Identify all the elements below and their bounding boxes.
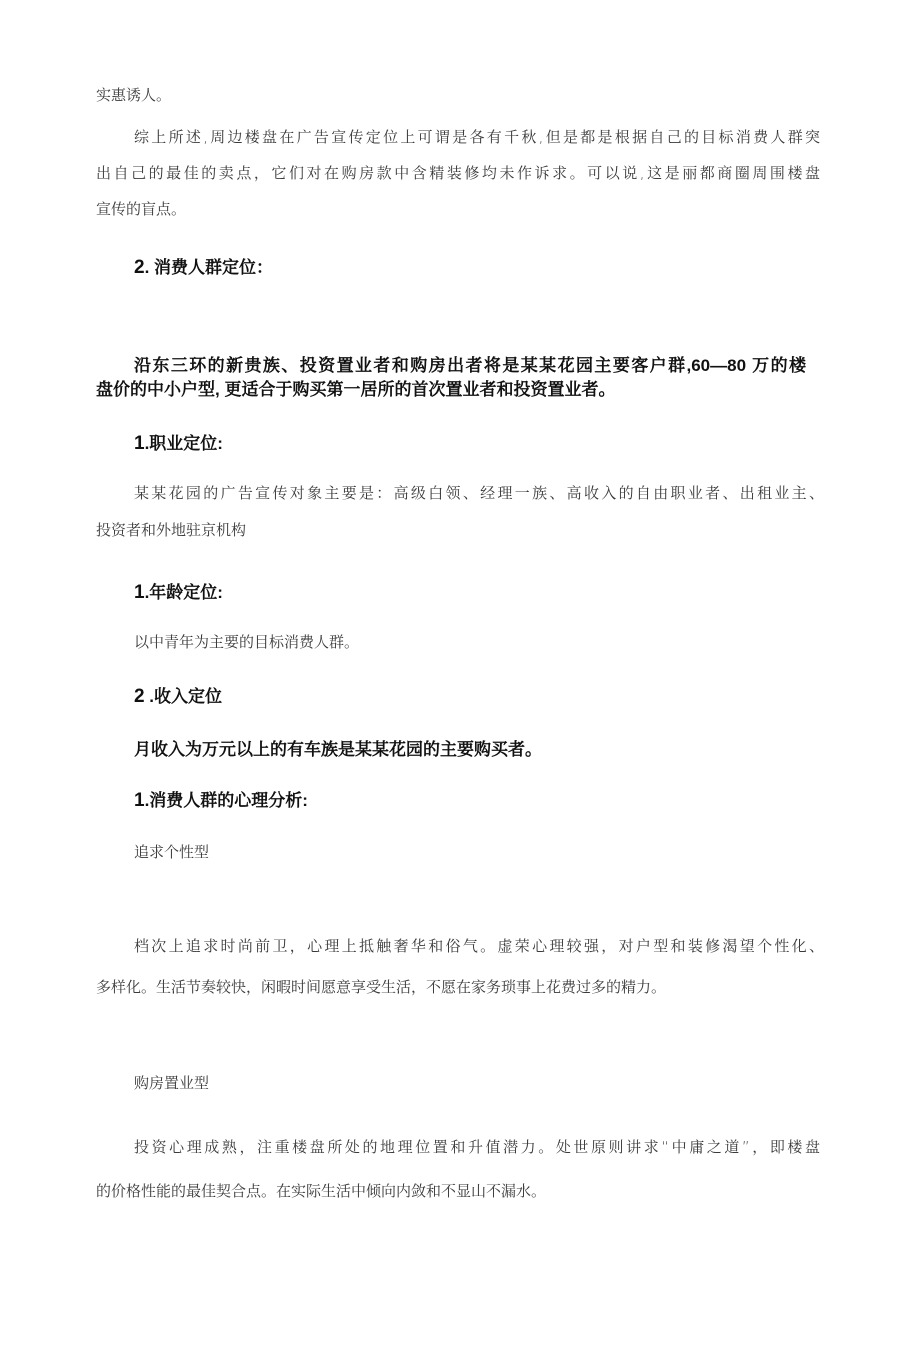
- paragraph-line: 以中青年为主要的目标消费人群。: [134, 633, 360, 651]
- paragraph-line: 多样化。生活节奏较快，闲暇时间愿意享受生活，不愿在家务琐事上花费过多的精力。: [96, 978, 667, 996]
- paragraph-line: 出自己的最佳的卖点，它们对在购房款中含精装修均未作诉求。可以说,这是丽都商圈周围楼盘: [96, 164, 820, 182]
- heading-number: 1: [134, 433, 145, 454]
- heading-number: 1: [134, 790, 145, 811]
- paragraph-line: 投资心理成熟，注重楼盘所处的地理位置和升值潜力。处世原则讲求“中庸之道”，即楼盘: [134, 1138, 820, 1156]
- paragraph-line: 综上所述,周边楼盘在广告宣传定位上可谓是各有千秋,但是都是根据自己的目标消费人群突: [134, 128, 820, 146]
- heading-number: 2: [134, 686, 145, 707]
- paragraph-line: 投资者和外地驻京机构: [96, 521, 247, 539]
- paragraph-line: 盘价的中小户型, 更适合于购买第一居所的首次置业者和投资置业者。: [96, 380, 616, 399]
- paragraph-line: 月收入为万元以上的有车族是某某花园的主要购买者。: [134, 740, 542, 759]
- heading-number: 2: [134, 257, 145, 278]
- heading-text: .收入定位: [144, 687, 223, 706]
- paragraph-line: 实惠诱人。: [96, 86, 172, 104]
- section-heading: [134, 685, 222, 709]
- paragraph-line: 宣传的盲点。: [96, 200, 187, 218]
- subheading-text: 追求个性型: [134, 843, 210, 861]
- heading-text: .年龄定位:: [144, 583, 223, 602]
- section-heading: [134, 256, 273, 280]
- section-heading: [134, 432, 223, 456]
- heading-text: .职业定位:: [144, 434, 223, 453]
- paragraph-line: 的价格性能的最佳契合点。在实际生活中倾向内敛和不显山不漏水。: [96, 1182, 547, 1200]
- section-heading: [134, 581, 223, 605]
- heading-text: . 消费人群定位：: [144, 258, 274, 277]
- heading-text: .消费人群的心理分析:: [144, 791, 308, 810]
- heading-number: 1: [134, 582, 145, 603]
- paragraph-line: 档次上追求时尚前卫，心理上抵触奢华和俗气。虚荣心理较强，对户型和装修渴望个性化、: [134, 937, 824, 955]
- paragraph-line: 沿东三环的新贵族、投资置业者和购房出者将是某某花园主要客户群,60—80 万的楼: [134, 356, 806, 375]
- section-heading: [134, 789, 308, 813]
- subheading-text: 购房置业型: [134, 1074, 210, 1092]
- paragraph-line: 某某花园的广告宣传对象主要是：高级白领、经理一族、高收入的自由职业者、出租业主、: [134, 484, 824, 502]
